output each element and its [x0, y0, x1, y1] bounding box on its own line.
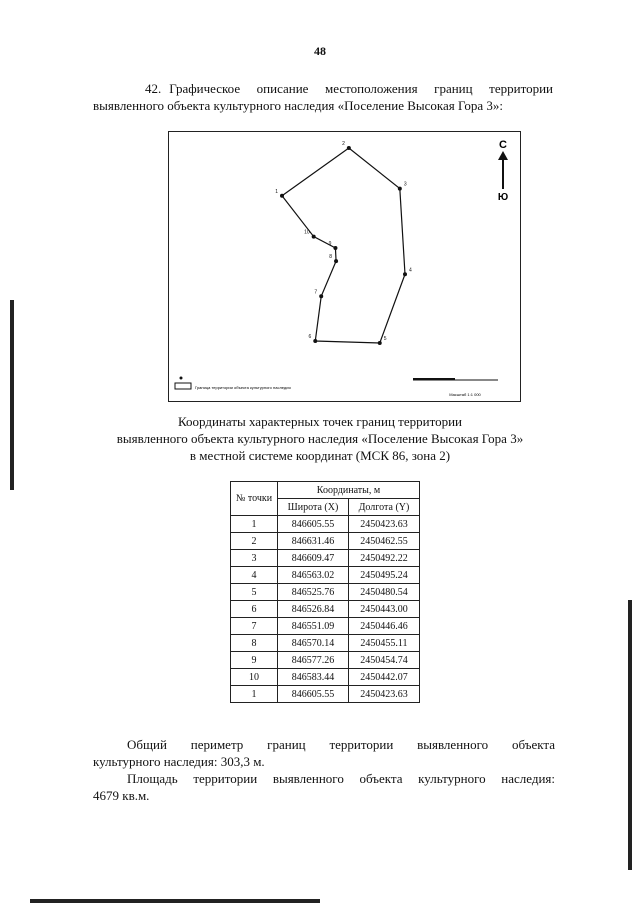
point-longitude: 2450446.46 [348, 618, 419, 635]
point-number: 1 [231, 516, 278, 533]
header-coordinates: Координаты, м [278, 482, 420, 499]
boundary-point-label: 6 [308, 334, 312, 341]
point-latitude: 846605.55 [278, 516, 349, 533]
point-latitude: 846551.09 [278, 618, 349, 635]
boundary-point [312, 235, 316, 239]
point-number: 4 [231, 567, 278, 584]
boundary-map-svg [169, 132, 522, 403]
legend-swatch-icon [175, 383, 191, 389]
table-row [231, 550, 420, 567]
map-legend [175, 377, 291, 391]
scan-margin-mark-right [628, 600, 632, 870]
point-longitude: 2450495.24 [348, 567, 419, 584]
table-row [231, 601, 420, 618]
area-text [93, 770, 555, 804]
point-longitude: 2450480.54 [348, 584, 419, 601]
perimeter-line1: Общий периметр границ территории выявленного объекта [127, 737, 555, 752]
boundary-point [403, 272, 407, 276]
table-row [231, 618, 420, 635]
table-row [231, 533, 420, 550]
point-latitude: 846526.84 [278, 601, 349, 618]
coordinates-table [230, 481, 420, 703]
section-number: 42. [145, 81, 162, 96]
table-row [231, 567, 420, 584]
point-number: 5 [231, 584, 278, 601]
boundary-point-label: 4 [409, 267, 412, 274]
boundary-point-label: 10 [304, 229, 310, 236]
point-number: 1 [231, 686, 278, 703]
table-row [231, 669, 420, 686]
scale-bar-segment [413, 378, 455, 380]
boundary-point [398, 187, 402, 191]
point-latitude: 846525.76 [278, 584, 349, 601]
point-longitude: 2450492.22 [348, 550, 419, 567]
point-number: 6 [231, 601, 278, 618]
scan-margin-mark-bottom [30, 899, 320, 903]
coordinates-title [0, 413, 640, 464]
section-title [93, 80, 553, 114]
coordinates-title-line1: Координаты характерных точек границ территории [178, 414, 462, 429]
boundary-point [334, 259, 338, 263]
boundary-point [313, 339, 317, 343]
area-line2: 4679 кв.м. [93, 788, 150, 803]
point-latitude: 846570.14 [278, 635, 349, 652]
table-row [231, 516, 420, 533]
boundary-point [378, 341, 382, 345]
boundary-point [319, 294, 323, 298]
point-number: 7 [231, 618, 278, 635]
point-number: 2 [231, 533, 278, 550]
table-row [231, 584, 420, 601]
point-longitude: 2450423.63 [348, 516, 419, 533]
point-longitude: 2450462.55 [348, 533, 419, 550]
header-latitude: Широта (X) [278, 499, 349, 516]
north-arrow [498, 139, 508, 203]
map-scale-bar [413, 378, 498, 397]
boundary-point [280, 194, 284, 198]
section-title-line2: выявленного объекта культурного наследия «Поселение Высокая Гора 3»: [93, 98, 504, 113]
boundary-point [333, 246, 337, 250]
boundary-point-label: 8 [329, 254, 333, 261]
page-number: 48 [314, 44, 326, 58]
boundary-point-label: 3 [403, 181, 407, 188]
table-row [231, 652, 420, 669]
point-latitude: 846563.02 [278, 567, 349, 584]
point-longitude: 2450442.07 [348, 669, 419, 686]
perimeter-line2: культурного наследия: 303,3 м. [93, 754, 265, 769]
legend-point-marker-icon [180, 377, 183, 380]
boundary-polygon-layer [275, 141, 412, 345]
boundary-line [282, 148, 405, 343]
perimeter-text [93, 736, 555, 770]
boundary-point-label: 7 [314, 289, 318, 296]
south-label: Ю [497, 192, 509, 203]
legend-text: Граница территории объекта культурного наследия [195, 385, 291, 390]
boundary-map [168, 131, 521, 402]
scale-label: Масштаб 1:1 000 [449, 392, 481, 397]
point-number: 8 [231, 635, 278, 652]
coordinates-title-line2: выявленного объекта культурного наследия «Поселение Высокая Гора 3» [116, 431, 524, 446]
point-latitude: 846605.55 [278, 686, 349, 703]
point-latitude: 846631.46 [278, 533, 349, 550]
point-number: 9 [231, 652, 278, 669]
point-latitude: 846577.26 [278, 652, 349, 669]
boundary-point-label: 9 [328, 240, 332, 247]
table-row [231, 635, 420, 652]
boundary-point-label: 2 [342, 141, 345, 147]
coordinates-title-line3: в местной системе координат (МСК 86, зона 2) [189, 448, 451, 463]
point-longitude: 2450443.00 [348, 601, 419, 618]
point-number: 10 [231, 669, 278, 686]
area-line1: Площадь территории выявленного объекта культурного наследия: [127, 771, 555, 786]
section-title-line1: Графическое описание местоположения границ территории [169, 81, 553, 96]
north-arrow-head-icon [498, 151, 508, 160]
north-label: С [499, 139, 507, 151]
table-row [231, 686, 420, 703]
boundary-point [347, 146, 351, 150]
point-longitude: 2450423.63 [348, 686, 419, 703]
header-longitude: Долгота (Y) [348, 499, 419, 516]
boundary-point-label: 5 [383, 336, 387, 342]
point-latitude: 846583.44 [278, 669, 349, 686]
point-latitude: 846609.47 [278, 550, 349, 567]
header-point-number: № точки [231, 482, 278, 516]
boundary-point-label: 1 [275, 188, 278, 195]
point-longitude: 2450454.74 [348, 652, 419, 669]
point-longitude: 2450455.11 [348, 635, 419, 652]
point-number: 3 [231, 550, 278, 567]
